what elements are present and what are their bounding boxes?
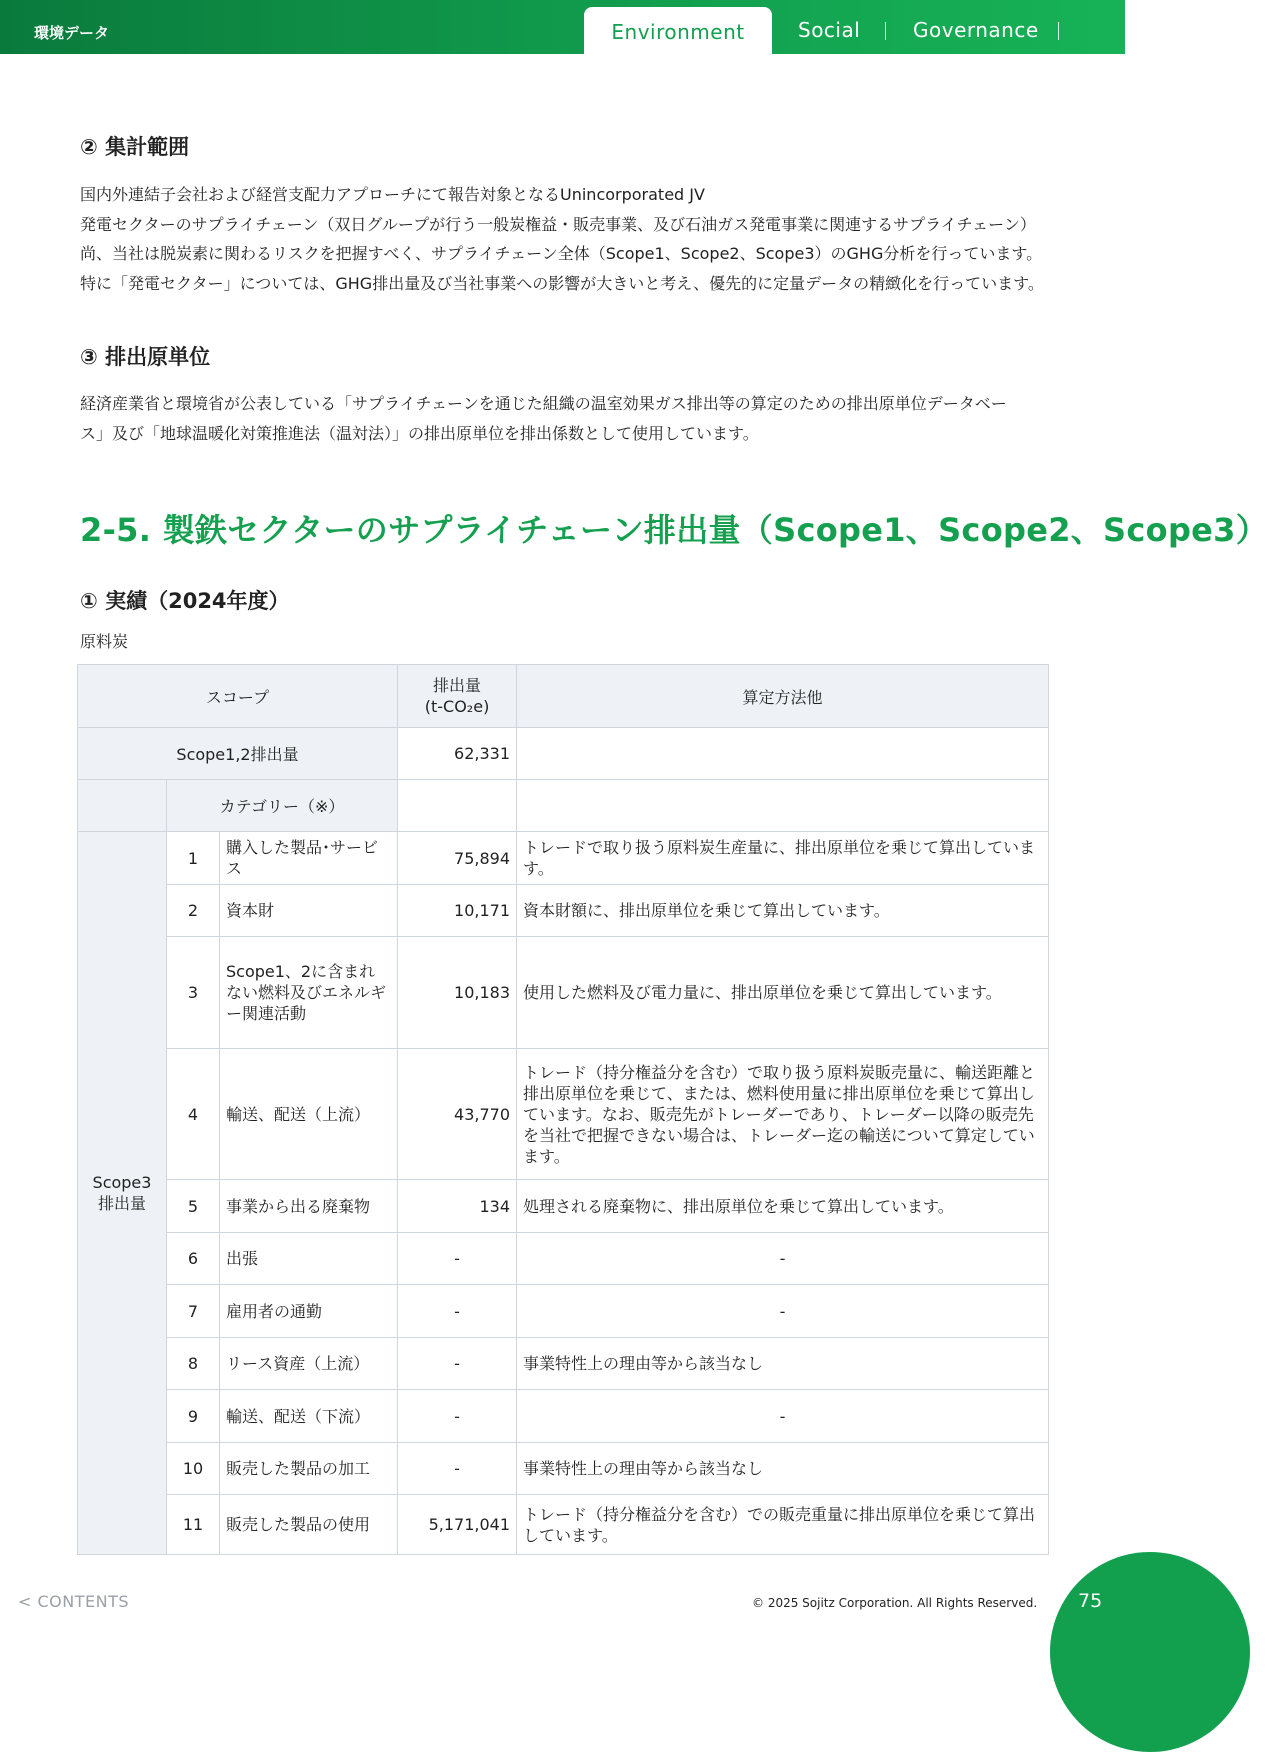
category-number: 5 xyxy=(167,1180,220,1233)
category-number: 8 xyxy=(167,1338,220,1390)
category-method: - xyxy=(517,1285,1049,1338)
category-band xyxy=(78,780,167,832)
table-row xyxy=(78,1180,1049,1233)
scope12-label: Scope1,2排出量 xyxy=(78,728,398,780)
header-scope: スコープ xyxy=(78,665,398,728)
contents-link[interactable]: < CONTENTS xyxy=(18,1592,130,1611)
category-name: 事業から出る廃棄物 xyxy=(220,1180,398,1233)
table-row xyxy=(78,1049,1049,1180)
page-number: 75 xyxy=(1078,1590,1103,1612)
category-header: カテゴリー（※） xyxy=(167,780,398,832)
category-name: 販売した製品の加工 xyxy=(220,1443,398,1495)
category-value: 10,183 xyxy=(398,937,517,1049)
tab-social[interactable]: Social xyxy=(798,18,861,42)
category-value: - xyxy=(398,1338,517,1390)
category-method: 使用した燃料及び電力量に、排出原単位を乗じて算出しています。 xyxy=(517,937,1049,1049)
category-method: 事業特性上の理由等から該当なし xyxy=(517,1443,1049,1495)
table-row xyxy=(78,832,1049,885)
category-method: - xyxy=(517,1390,1049,1443)
scope-line: 国内外連結子会社および経営支配力アプローチにて報告対象となるUnincorporated JV xyxy=(80,185,705,204)
category-value: 5,171,041 xyxy=(398,1495,517,1555)
scope3-label-line2: 排出量 xyxy=(97,1194,146,1213)
category-number: 10 xyxy=(167,1443,220,1495)
table-row xyxy=(78,1390,1049,1443)
category-header-row xyxy=(78,780,1049,832)
section-label: 環境データ xyxy=(34,24,110,42)
header-method: 算定方法他 xyxy=(517,665,1049,728)
table-row xyxy=(78,885,1049,937)
category-method: 資本財額に、排出原単位を乗じて算出しています。 xyxy=(517,885,1049,937)
category-value: 10,171 xyxy=(398,885,517,937)
header-emissions xyxy=(398,665,517,728)
header-bar xyxy=(0,0,1125,54)
category-number: 3 xyxy=(167,937,220,1049)
factor-section-title: ③ 排出原単位 xyxy=(80,345,211,369)
factor-section-body xyxy=(80,389,1070,448)
category-method: トレードで取り扱う原料炭生産量に、排出原単位を乗じて算出しています。 xyxy=(517,832,1049,885)
tab-governance[interactable]: Governance xyxy=(913,18,1039,42)
factor-line: ス」及び「地球温暖化対策推進法（温対法）」の排出原単位を排出係数として使用しています。 xyxy=(80,423,759,443)
category-method: トレード（持分権益分を含む）で取り扱う原料炭販売量に、輸送距離と排出原単位を乗じて、または、燃料使用量に排出原単位を乗じて算出しています。なお、販売先がトレーダーであり、トレーダー以降の販売先を当社で把握できない場合は、トレーダー迄の輸送について算定しています。 xyxy=(517,1049,1049,1180)
category-name: Scope1、2に含まれない燃料及びエネルギー関連活動 xyxy=(220,937,398,1049)
category-method: トレード（持分権益分を含む）での販売重量に排出原単位を乗じて算出しています。 xyxy=(517,1495,1049,1555)
tab-divider xyxy=(885,22,886,40)
scope-line: 特に「発電セクター」については、GHG排出量及び当社事業への影響が大きいと考え、優先的に定量データの精緻化を行っています。 xyxy=(80,273,1044,293)
category-number: 1 xyxy=(167,832,220,885)
category-name: 販売した製品の使用 xyxy=(220,1495,398,1555)
main-heading: 2-5. 製鉄セクターのサプライチェーン排出量（Scope1、Scope2、Scope3） xyxy=(80,511,1268,549)
table-header-row xyxy=(78,665,1049,728)
category-name: 資本財 xyxy=(220,885,398,937)
category-name: 輸送、配送（上流） xyxy=(220,1049,398,1180)
scope-section-body xyxy=(80,180,1070,298)
category-empty xyxy=(517,780,1049,832)
category-empty xyxy=(398,780,517,832)
tab-divider xyxy=(1058,22,1059,40)
emissions-table xyxy=(77,664,1049,1555)
factor-line: 経済産業省と環境省が公表している「サプライチェーンを通じた組織の温室効果ガス排出等の算定のための排出原単位データベー xyxy=(80,394,1007,413)
category-value: - xyxy=(398,1233,517,1285)
category-name: 雇用者の通勤 xyxy=(220,1285,398,1338)
scope3-label-line1: Scope3 xyxy=(92,1173,152,1192)
category-value: - xyxy=(398,1285,517,1338)
category-name: 購入した製品･サービス xyxy=(220,832,398,885)
table-row xyxy=(78,1443,1049,1495)
scope12-method xyxy=(517,728,1049,780)
header-emissions-line2: (t-CO₂e) xyxy=(424,697,490,716)
category-name: 輸送、配送（下流） xyxy=(220,1390,398,1443)
category-number: 11 xyxy=(167,1495,220,1555)
scope-line: 発電セクターのサプライチェーン（双日グループが行う一般炭権益・販売事業、及び石油ガス発電事業に関連するサプライチェーン） xyxy=(80,214,1036,234)
category-method: 処理される廃棄物に、排出原単位を乗じて算出しています。 xyxy=(517,1180,1049,1233)
category-value: - xyxy=(398,1443,517,1495)
category-value: 43,770 xyxy=(398,1049,517,1180)
scope-section-title: ② 集計範囲 xyxy=(80,135,190,159)
table-row xyxy=(78,1495,1049,1555)
category-number: 4 xyxy=(167,1049,220,1180)
category-number: 2 xyxy=(167,885,220,937)
scope3-label xyxy=(78,832,167,1555)
results-title: ① 実績（2024年度） xyxy=(80,589,290,613)
category-number: 9 xyxy=(167,1390,220,1443)
scope-line: 尚、当社は脱炭素に関わるリスクを把握すべく、サプライチェーン全体（Scope1、Scope2、Scope3）のGHG分析を行っています。 xyxy=(80,244,1043,263)
page-number-badge xyxy=(1050,1552,1250,1752)
table-row xyxy=(78,1338,1049,1390)
category-name: リース資産（上流） xyxy=(220,1338,398,1390)
category-number: 6 xyxy=(167,1233,220,1285)
tab-environment[interactable]: Environment xyxy=(584,7,772,55)
category-value: 75,894 xyxy=(398,832,517,885)
scope12-row xyxy=(78,728,1049,780)
table-row xyxy=(78,937,1049,1049)
category-number: 7 xyxy=(167,1285,220,1338)
copyright: © 2025 Sojitz Corporation. All Rights Reserved. xyxy=(752,1596,1038,1610)
category-value: - xyxy=(398,1390,517,1443)
results-caption: 原料炭 xyxy=(80,632,129,651)
scope12-value: 62,331 xyxy=(398,728,517,780)
table-row xyxy=(78,1233,1049,1285)
table-row xyxy=(78,1285,1049,1338)
category-value: 134 xyxy=(398,1180,517,1233)
category-name: 出張 xyxy=(220,1233,398,1285)
category-method: - xyxy=(517,1233,1049,1285)
category-method: 事業特性上の理由等から該当なし xyxy=(517,1338,1049,1390)
header-emissions-line1: 排出量 xyxy=(433,676,482,695)
